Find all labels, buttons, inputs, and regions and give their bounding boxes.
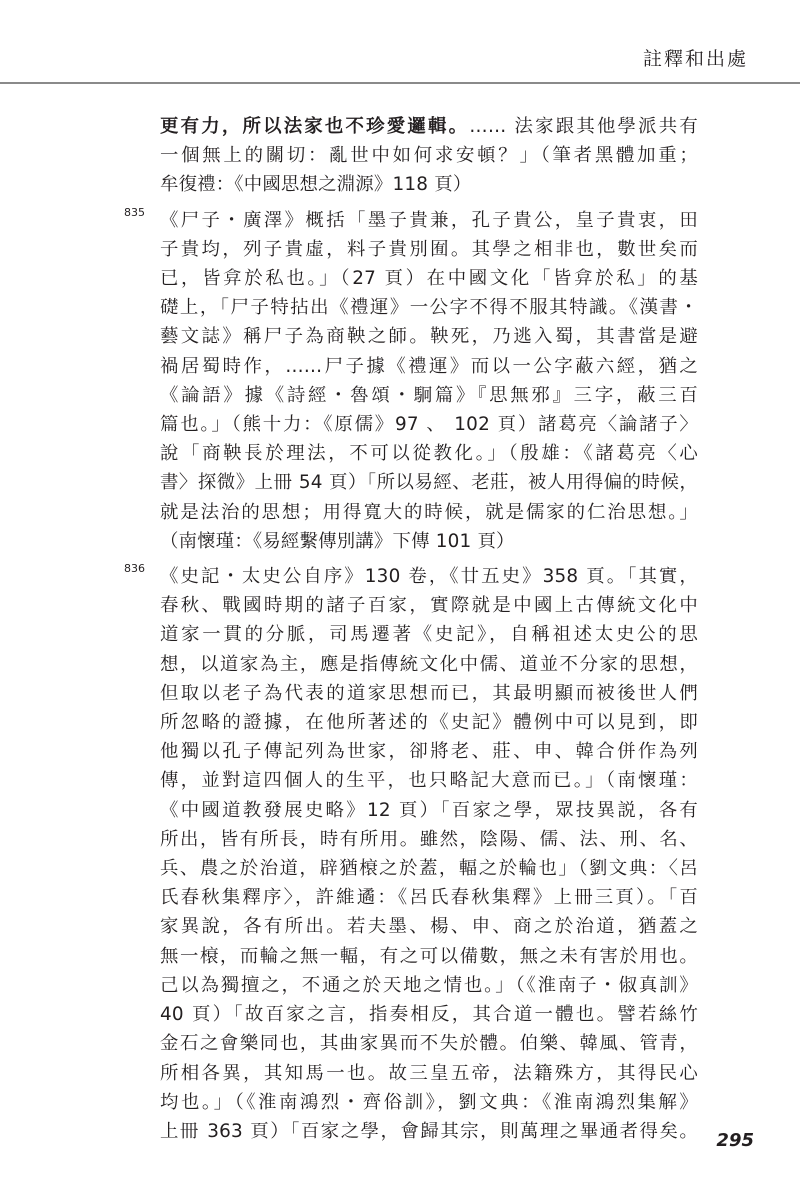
text-line: 藝文誌》稱尸子為商鞅之師。鞅死，乃逃入蜀，其書當是避 (160, 326, 698, 348)
text-line (160, 112, 698, 141)
text-line: 《論語》據《詩經・魯頌・駉篇》『思無邪』三字，蔽三百 (160, 384, 698, 406)
header-divider (0, 82, 800, 84)
text-line: 道家一貫的分脈，司馬遷著《史記》，自稱祖述太史公的思 (160, 624, 698, 646)
text-line: 就是法治的思想；用得寬大的時候，就是儒家的仁治思想。」 (160, 501, 698, 523)
running-header-title: 註釋和出處 (642, 48, 748, 70)
text-line: 均也。」（《淮南鴻烈・齊俗訓》，劉文典：《淮南鴻烈集解》 (160, 1091, 698, 1113)
text-line: 禍居蜀時作，……尸子據《禮運》而以一公字蔽六經，猶之 (160, 355, 698, 377)
text-line: 所忽略的證據，在他所著述的《史記》體例中可以見到，即 (160, 712, 698, 734)
footnote-836 (124, 562, 698, 1146)
footnote-number: 836 (124, 562, 145, 576)
text-line: （南懷瑾：《易經繫傳別講》下傳 101 頁） (160, 530, 515, 552)
text-line: 礎上，「尸子特拈出《禮運》一公字不得不服其特識。《漢書・ (160, 297, 698, 319)
text-line: 家異說，各有所出。若夫墨、楊、申、商之於治道，猶蓋之 (160, 916, 698, 938)
text-line: 已，皆弇於私也。」（27 頁）在中國文化「皆弇於私」的基 (160, 268, 698, 290)
text-line: 傳，並對這四個人的生平，也只略記大意而已。」（南懷瑾： (160, 770, 698, 792)
text-line: 子貴均，列子貴虛，料子貴別囿。其學之相非也，數世矣而 (160, 238, 698, 260)
text-line: 書〉探微》上冊 54 頁）「所以易經、老莊，被人用得偏的時候， (160, 472, 698, 494)
text-line: 篇也。」（熊十力：《原儒》97 、 102 頁）諸葛亮〈論諸子〉 (160, 414, 698, 436)
text-line: 所相各異，其知馬一也。故三皇五帝，法籍殊方，其得民心 (160, 1062, 698, 1084)
text-line: 說「商鞅長於理法，不可以從教化。」（殷雄：《諸葛亮〈心 (160, 443, 698, 465)
text-line: 一個無上的關切：亂世中如何求安頓？」（筆者黑體加重； (160, 145, 698, 167)
text-line: 上冊 363 頁）「百家之學，會歸其宗，則萬理之畢通者得矣。 (160, 1120, 698, 1142)
text-run: …… 法家跟其他學派共有 (469, 116, 698, 137)
page-number: 295 (716, 1130, 754, 1151)
footnote-number: 835 (124, 205, 145, 219)
text-line: 氏春秋集釋序〉，許維遹：《呂氏春秋集釋》上冊三頁）。「百 (160, 887, 698, 909)
text-line: 兵、農之於治道，辟猶榱之於蓋，輻之於輪也」（劉文典：〈呂 (160, 858, 698, 880)
text-line: 春秋、戰國時期的諸子百家，實際就是中國上古傳統文化中 (160, 595, 698, 617)
text-line: 但取以老子為代表的道家思想而已，其最明顯而被後世人們 (160, 682, 698, 704)
text-line: 所出，皆有所長，時有所用。雖然，陰陽、儒、法、刑、名、 (160, 828, 698, 850)
text-line: 無一榱，而輪之無一輻，有之可以備數，無之未有害於用也。 (160, 945, 698, 967)
text-line: 想，以道家為主，應是指傳統文化中儒、道並不分家的思想， (160, 653, 698, 675)
text-line: 《中國道教發展史略》12 頁）「百家之學，眾技異説，各有 (160, 799, 698, 821)
text-line: 《史記・太史公自序》130 卷，《廿五史》358 頁。「其實， (160, 566, 698, 588)
continued-note (160, 112, 698, 200)
notes-body (124, 112, 698, 1152)
footnote-835 (124, 205, 698, 556)
text-line: 金石之會樂同也，其曲家異而不失於體。伯樂、韓風、管青， (160, 1033, 698, 1055)
text-line: 他獨以孔子傳記列為世家，卻將老、莊、申、韓合併作為列 (160, 741, 698, 763)
text-line: 牟復禮：《中國思想之淵源》118 頁） (160, 174, 472, 196)
text-line: 己以為獨擅之，不通之於天地之情也。」（《淮南子・俶真訓》 (160, 974, 698, 996)
text-line: 40 頁）「故百家之言，指奏相反，其合道一體也。譬若絲竹 (160, 1004, 698, 1026)
bold-emphasis: 更有力，所以法家也不珍愛邏輯。 (160, 116, 470, 137)
text-line: 《尸子・廣澤》概括「墨子貴兼，孔子貴公，皇子貴衷，田 (160, 209, 698, 231)
